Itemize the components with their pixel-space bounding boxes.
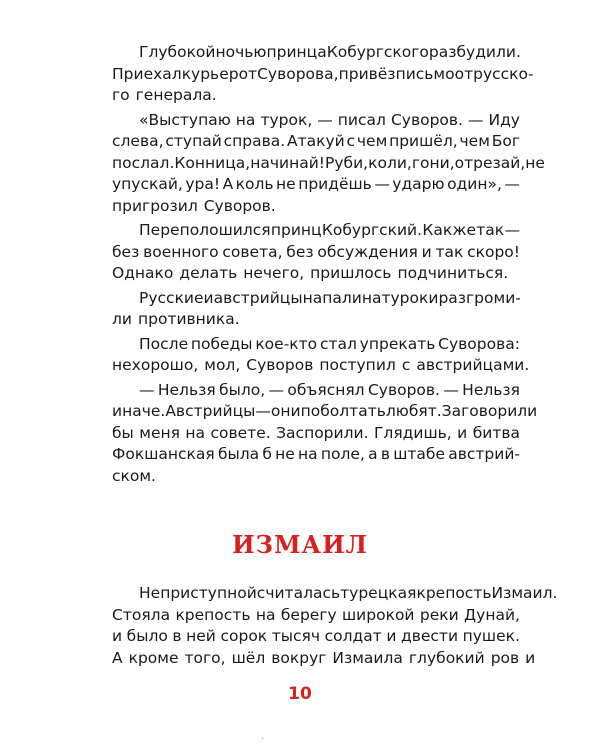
text-line: А кроме того, шёл вокруг Измаила глубокий ров и: [112, 648, 536, 667]
paragraph: [112, 334, 530, 377]
paragraph: [112, 42, 534, 107]
text-line: и было в ней сорок тысяч солдат и двести пушек.: [112, 627, 520, 645]
text-line: Однако делать нечего, пришлось подчиниться.: [112, 264, 509, 282]
text-line: ли противника.: [112, 310, 240, 328]
text-line: Стояла крепость на берегу широкой реки Дунай,: [112, 605, 520, 624]
paragraph: [112, 220, 520, 285]
text-line: послал. Конница, начинай! Руби, коли, гони, отрезай, не: [112, 153, 545, 172]
text-line: Русские и австрийцы напали на турок и разгроми-: [139, 288, 521, 307]
paragraph: [112, 110, 545, 218]
print-speck: [262, 738, 263, 739]
text-line: «Выступаю на турок, — писал Суворов. — Иду: [139, 110, 520, 129]
text-line: без военного совета, без обсуждения и так скоро!: [112, 242, 520, 261]
text-line: Переполошился принц Кобургский. Как же так —: [139, 221, 520, 239]
text-line: го генерала.: [112, 86, 217, 104]
paragraph: [112, 288, 520, 331]
text-line: бы меня на совете. Заспорили. Глядишь, и битва: [112, 423, 520, 442]
text-line: Фокшанская была б не на поле, а в штабе австрий-: [112, 445, 520, 463]
text-section-2: [112, 583, 558, 669]
chapter-heading: ИЗМАИЛ: [232, 530, 368, 559]
text-line: пригрозил Суворов.: [112, 196, 276, 215]
text-line: Неприступной считалась турецкая крепость Измаил.: [139, 584, 558, 602]
page-number: 10: [288, 684, 312, 704]
text-line: ском.: [112, 466, 156, 485]
text-line: нехорошо, мол, Суворов поступил с австрийцами.: [112, 356, 530, 374]
text-section-1: [112, 42, 545, 487]
text-line: После победы кое-кто стал упрекать Суворова:: [139, 334, 520, 353]
text-line: иначе. Австрийцы — они поболтать любят. Заговорили: [112, 402, 538, 420]
text-line: Приехал курьер от Суворова, привёз письмо от русско-: [112, 64, 534, 83]
paragraph: [112, 380, 538, 488]
text-line: Глубокой ночью принца Кобургского разбудили.: [139, 43, 521, 61]
text-line: — Нельзя было, — объяснял Суворов. — Нельзя: [139, 380, 520, 399]
paragraph: [112, 583, 558, 669]
text-line: упускай, ура! А коль не придёшь — ударю один», —: [112, 175, 520, 193]
text-line: слева, ступай справа. Атакуй с чем пришёл, чем Бог: [112, 132, 520, 150]
